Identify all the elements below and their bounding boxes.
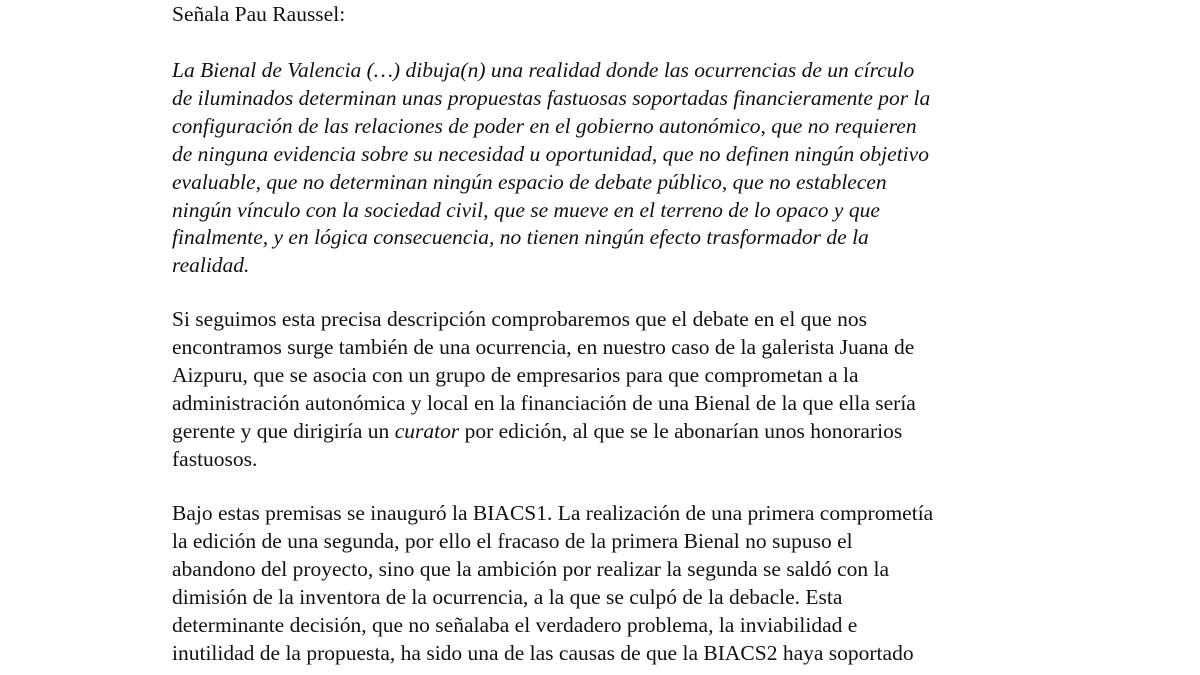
intro-line bbox=[172, 1, 1042, 29]
paragraph-line: inutilidad de la propuesta, ha sido una de las causas de que la BIACS2 haya soportado bbox=[172, 640, 914, 665]
paragraph-line: la edición de una segunda, por ello el fracaso de la primera Bienal no supuso el bbox=[172, 528, 853, 553]
quote-line: evaluable, que no determinan ningún espacio de debate público, que no establecen bbox=[172, 169, 887, 194]
quote-line: configuración de las relaciones de poder en el gobierno autonómico, que no requieren bbox=[172, 113, 917, 138]
paragraph-line: Bajo estas premisas se inauguró la BIACS1. La realización de una primera comprometía bbox=[172, 501, 934, 525]
paragraph-line: administración autonómica y local en la financiación de una Bienal de la que ella sería bbox=[172, 390, 916, 415]
paragraph-1 bbox=[172, 306, 1042, 473]
quote-line: de iluminados determinan unas propuestas fastuosas soportadas financieramente por la bbox=[172, 85, 931, 110]
intro-text: Señala Pau Raussel: bbox=[172, 2, 346, 26]
paragraph-2 bbox=[172, 500, 1042, 667]
quote-line: ningún vínculo con la sociedad civil, que se mueve en el terreno de lo opaco y que bbox=[172, 197, 880, 222]
paragraph-line: Aizpuru, que se asocia con un grupo de empresarios para que comprometan a la bbox=[172, 362, 859, 387]
paragraph-line: Si seguimos esta precisa descripción comprobaremos que el debate en el que nos bbox=[172, 307, 867, 331]
italic-term: curator bbox=[394, 418, 460, 443]
paragraph-line: determinante decisión, que no señalaba el verdadero problema, la inviabilidad e bbox=[172, 612, 858, 637]
paragraph-line: abandono del proyecto, sino que la ambición por realizar la segunda se saldó con la bbox=[172, 556, 890, 581]
paragraph-line: encontramos surge también de una ocurrencia, en nuestro caso de la galerista Juana de bbox=[172, 334, 915, 359]
quote-line: finalmente, y en lógica consecuencia, no tienen ningún efecto trasformador de la bbox=[172, 225, 869, 250]
paragraph-line-mixed bbox=[172, 418, 1042, 446]
text-segment: gerente y que dirigiría un bbox=[172, 418, 395, 443]
paragraph-line: dimisión de la inventora de la ocurrencia, a la que se culpó de la debacle. Esta bbox=[172, 584, 843, 609]
quote-line: realidad. bbox=[172, 253, 250, 278]
paragraph-line: fastuosos. bbox=[172, 446, 258, 471]
quote-line: La Bienal de Valencia (…) dibuja(n) una realidad donde las ocurrencias de un círculo bbox=[172, 58, 915, 82]
quote-line: de ninguna evidencia sobre su necesidad u oportunidad, que no definen ningún objetivo bbox=[172, 141, 929, 166]
quote-block bbox=[172, 57, 1042, 280]
text-segment: por edición, al que se le abonarían unos honorarios bbox=[459, 418, 903, 443]
